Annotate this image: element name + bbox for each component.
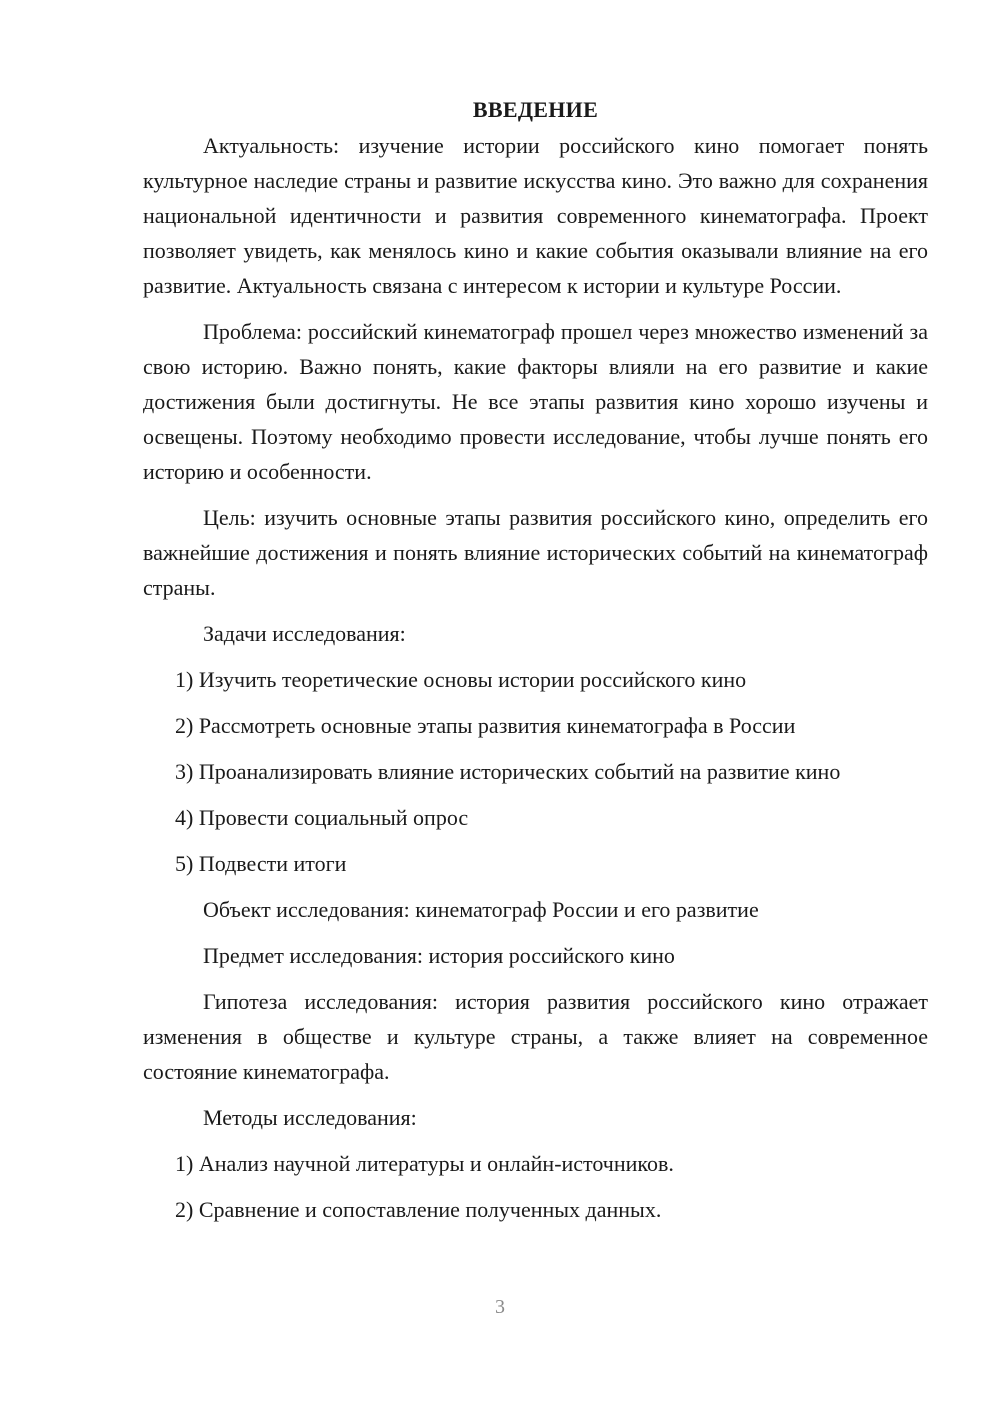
paragraph-problem: Проблема: российский кинематограф прошел через множество изменений за свою историю. Важно понять, какие факторы влияли на его развитие и какие достижения были достигнуты. Не все этапы развития кино хорошо изучены и освещены. Поэтому необходимо провести исследование, чтобы лучше понять его историю и особенности.	[143, 319, 928, 484]
task-item-4: 4) Провести социальный опрос	[175, 805, 469, 830]
task-item-1: 1) Изучить теоретические основы истории российского кино	[175, 667, 747, 692]
paragraph-methods-heading: Методы исследования:	[203, 1105, 417, 1130]
method-item-1: 1) Анализ научной литературы и онлайн-источников.	[175, 1151, 674, 1176]
method-item-2: 2) Сравнение и сопоставление полученных данных.	[175, 1197, 662, 1222]
page-number: 3	[495, 1296, 505, 1318]
paragraph-hypothesis: Гипотеза исследования: история развития российского кино отражает изменения в обществе и культуре страны, а также влияет на современное состояние кинематографа.	[143, 989, 928, 1084]
paragraph-goal: Цель: изучить основные этапы развития российского кино, определить его важнейшие достижения и понять влияние исторических событий на кинематограф страны.	[143, 505, 928, 600]
paragraph-tasks-heading: Задачи исследования:	[203, 621, 406, 646]
task-item-5: 5) Подвести итоги	[175, 851, 347, 876]
document-page	[143, 94, 928, 1227]
task-item-3: 3) Проанализировать влияние исторических событий на развитие кино	[175, 759, 841, 784]
paragraph-object: Объект исследования: кинематограф России и его развитие	[203, 897, 759, 922]
paragraph-relevance: Актуальность: изучение истории российского кино помогает понять культурное наследие страны и развитие искусства кино. Это важно для сохранения национальной идентичности и развития современного кинематографа. Проект позволяет увидеть, как менялось кино и какие события оказывали влияние на его развитие. Актуальность связана с интересом к истории и культуре России.	[143, 133, 928, 298]
task-item-2: 2) Рассмотреть основные этапы развития кинематографа в России	[175, 713, 796, 738]
paragraph-subject: Предмет исследования: история российского кино	[203, 943, 675, 968]
document-title: ВВЕДЕНИЕ	[472, 97, 599, 122]
